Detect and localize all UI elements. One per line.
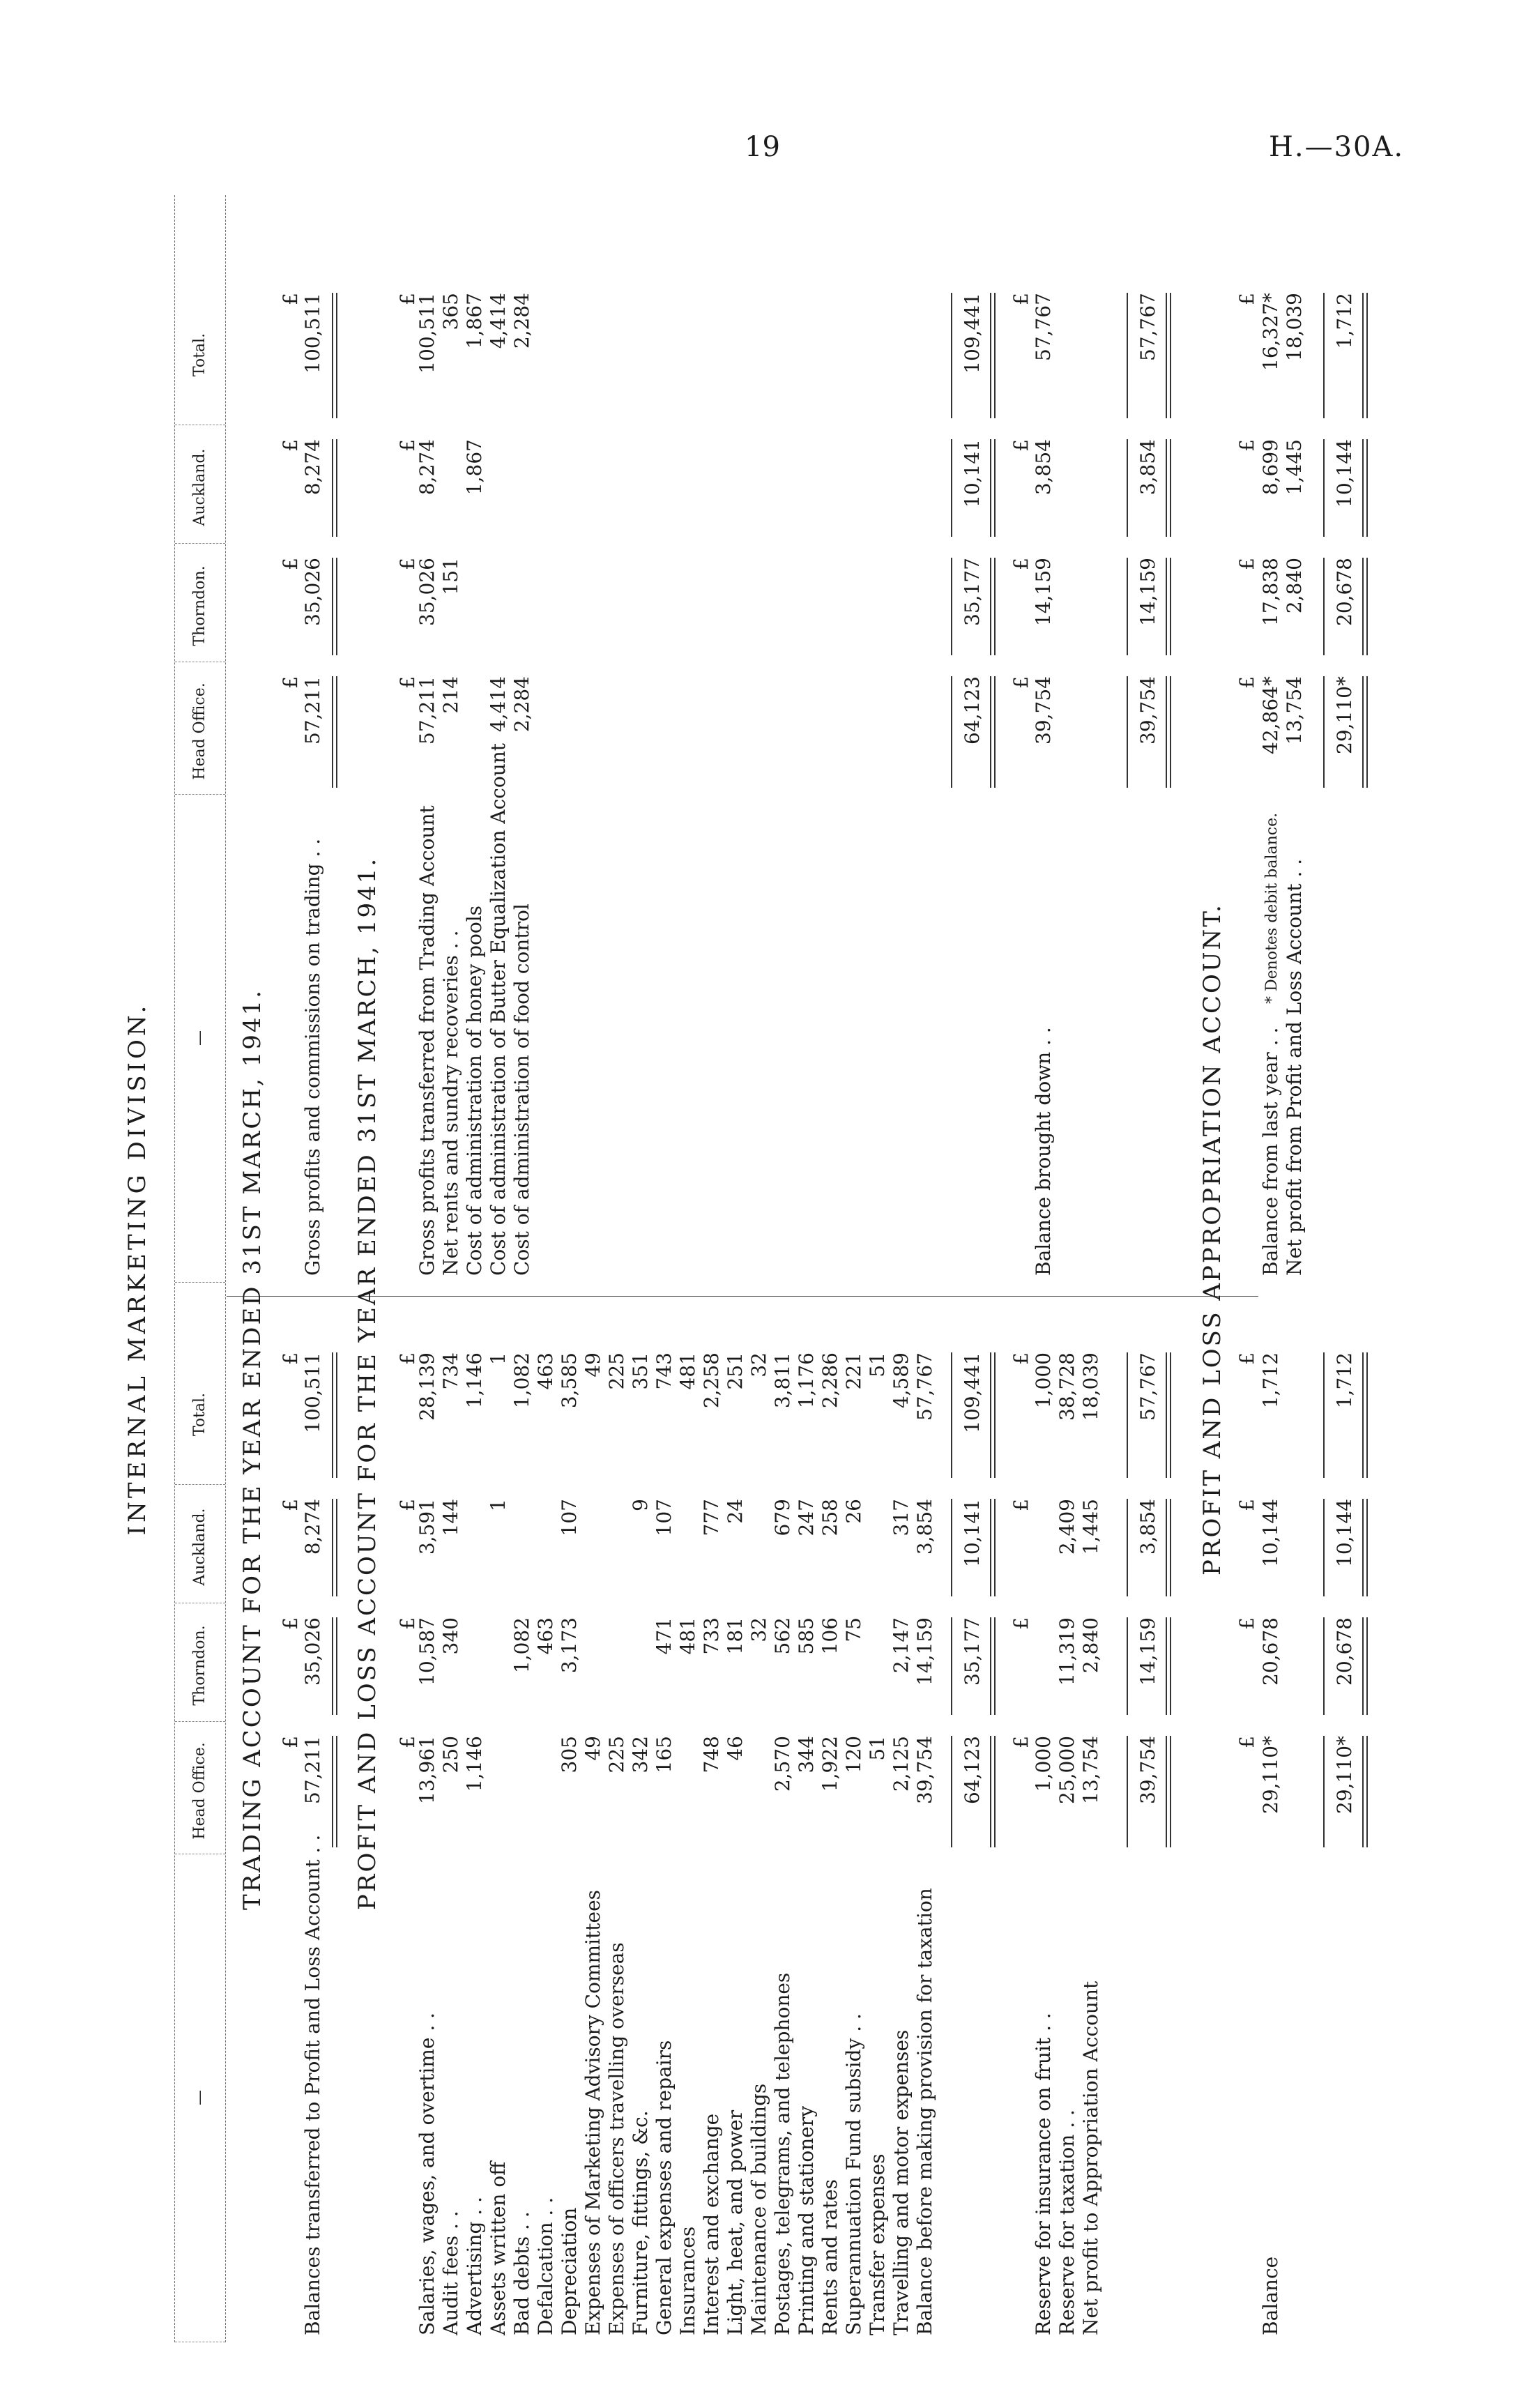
- appr-credit-value: 8,699: [1259, 439, 1282, 496]
- pl-debit-value: 120: [842, 1736, 865, 1773]
- pl-credit-value: 4,414: [487, 676, 510, 733]
- pl2-debit-total: 39,754: [1136, 1736, 1159, 1804]
- appr-debit-total: 10,144: [1333, 1499, 1356, 1567]
- pound-sign: £: [1235, 439, 1258, 452]
- total-rule: [1323, 1736, 1325, 1847]
- pl-credit-value: 151: [439, 558, 462, 595]
- pl-debit-label: Light, heat, and power: [724, 2109, 747, 2335]
- double-rule: [1166, 558, 1171, 655]
- total-rule: [951, 1352, 952, 1478]
- pound-sign: £: [1009, 439, 1032, 452]
- pl-debit-value: 107: [653, 1499, 676, 1536]
- appr-debit-total: 1,712: [1333, 1352, 1356, 1409]
- total-rule: [951, 676, 952, 788]
- pl-debit-value: 463: [534, 1352, 557, 1390]
- pl2-debit-value: 11,319: [1055, 1617, 1078, 1686]
- rotated-accounts-table: [112, 195, 1394, 2342]
- double-rule: [1362, 676, 1368, 788]
- pl-credit-value: 100,511: [416, 293, 439, 374]
- pl-debit-value: 46: [724, 1736, 747, 1761]
- total-rule: [951, 439, 952, 537]
- pl2-debit-label: Reserve for taxation . .: [1055, 2109, 1078, 2335]
- pound-sign: £: [1235, 293, 1258, 305]
- pound-sign: £: [279, 1499, 302, 1511]
- pl-debit-value: 32: [747, 1617, 770, 1642]
- appr-credit-value: 2,840: [1283, 558, 1306, 614]
- double-rule: [332, 1352, 337, 1478]
- pound-sign: £: [396, 293, 419, 305]
- pl-debit-label: Transfer expenses: [866, 2153, 889, 2335]
- pl-debit-label: Printing and stationery: [795, 2105, 818, 2335]
- pl-debit-value: 49: [581, 1352, 604, 1378]
- pl-debit-value: 221: [842, 1352, 865, 1390]
- pl-credit-total: 35,177: [961, 558, 984, 626]
- pl-credit-value: 2,284: [510, 676, 533, 733]
- pound-sign: £: [279, 1352, 302, 1365]
- pl-debit-value: 2,258: [700, 1352, 723, 1409]
- pound-sign: £: [279, 439, 302, 452]
- pl-debit-label: Expenses of officers travelling overseas: [605, 1942, 628, 2335]
- double-rule: [332, 676, 337, 788]
- pl-debit-value: 57,767: [913, 1352, 936, 1421]
- total-rule: [1323, 439, 1325, 537]
- pound-sign: £: [279, 293, 302, 305]
- pl-debit-value: 1,146: [463, 1736, 486, 1792]
- pl-debit-value: 13,961: [416, 1736, 439, 1804]
- pl2-debit-value: 2,409: [1055, 1499, 1078, 1555]
- double-rule: [1166, 1352, 1171, 1478]
- pl-credit-label: Cost of administration of food control: [510, 903, 533, 1276]
- column-header-row: [174, 195, 226, 2342]
- appr-credit-label: Balance from last year . .: [1259, 1027, 1282, 1276]
- pl-debit-value: 14,159: [913, 1617, 936, 1686]
- pl-debit-value: 1,082: [510, 1352, 533, 1409]
- pl-debit-label: Furniture, fittings, &c.: [629, 2110, 652, 2335]
- column-header: Thorndon.: [175, 550, 225, 662]
- pl2-credit-total: 39,754: [1136, 676, 1159, 745]
- pl-debit-value: 107: [558, 1499, 581, 1536]
- pl-credit-value: 365: [439, 293, 462, 330]
- pl-debit-label: Rents and rates: [818, 2178, 841, 2335]
- pl-debit-value: 2,570: [771, 1736, 794, 1792]
- pound-sign: £: [1009, 1617, 1032, 1630]
- column-header: Total.: [175, 1345, 225, 1485]
- pl-debit-value: 4,589: [890, 1352, 913, 1409]
- double-rule: [990, 1499, 996, 1596]
- pl-debit-value: 32: [747, 1352, 770, 1378]
- double-rule: [990, 1352, 996, 1478]
- pl-credit-total: 10,141: [961, 439, 984, 508]
- pl-debit-value: 1,176: [795, 1352, 818, 1409]
- pl-debit-label: Maintenance of buildings: [747, 2083, 770, 2335]
- column-header-blank: —: [175, 794, 225, 1283]
- double-rule: [990, 676, 996, 788]
- profit-loss-title: PROFIT AND LOSS ACCOUNT FOR THE YEAR ENDED 31ST MARCH, 1941.: [353, 856, 381, 1910]
- pl-credit-total: 109,441: [961, 293, 984, 374]
- pl-debit-value: 777: [700, 1499, 723, 1536]
- pl2-debit-value: 38,728: [1055, 1352, 1078, 1421]
- column-header: Auckland.: [175, 432, 225, 544]
- pl-credit-label: Net rents and sundry recoveries . .: [439, 930, 462, 1276]
- total-rule: [1127, 1617, 1128, 1715]
- pound-sign: £: [1235, 558, 1258, 570]
- pl2-credit-total: 57,767: [1136, 293, 1159, 361]
- pl-debit-label: Audit fees . .: [439, 2211, 462, 2335]
- pl-debit-label: Balance before making provision for taxation: [913, 1888, 936, 2335]
- total-rule: [951, 293, 952, 418]
- column-header: Thorndon.: [175, 1610, 225, 1722]
- pl-debit-value: 585: [795, 1617, 818, 1655]
- appr-credit-value: 18,039: [1283, 293, 1306, 361]
- pl-debit-value: 481: [676, 1352, 699, 1390]
- total-rule: [951, 558, 952, 655]
- pl-debit-label: Interest and exchange: [700, 2113, 723, 2335]
- double-rule: [1362, 1617, 1368, 1715]
- pl2-credit-total: 14,159: [1136, 558, 1159, 626]
- pound-sign: £: [396, 1617, 419, 1630]
- trading-credit-label: Gross profits and commissions on trading . .: [301, 838, 324, 1276]
- double-rule: [1362, 558, 1368, 655]
- pl2-debit-value: 1,000: [1032, 1736, 1055, 1792]
- pound-sign: £: [1235, 1617, 1258, 1630]
- trading-debit-value: 8,274: [301, 1499, 324, 1555]
- double-rule: [332, 1617, 337, 1715]
- pl-debit-value: 748: [700, 1736, 723, 1773]
- total-rule: [1323, 676, 1325, 788]
- pl2-credit-label: Balance brought down . .: [1032, 1027, 1055, 1276]
- appr-credit-value: 42,864*: [1259, 676, 1282, 754]
- pl2-debit-total: 57,767: [1136, 1352, 1159, 1421]
- pl-debit-label: General expenses and repairs: [653, 2040, 676, 2335]
- pl-debit-value: 481: [676, 1617, 699, 1655]
- page-number: 19: [745, 131, 780, 163]
- double-rule: [332, 439, 337, 537]
- double-rule: [332, 1736, 337, 1847]
- pl2-credit-value: 3,854: [1032, 439, 1055, 496]
- double-rule: [1362, 1352, 1368, 1478]
- pl-debit-value: 1,082: [510, 1617, 533, 1674]
- trading-credit-value: 100,511: [301, 293, 324, 374]
- pl2-debit-value: 1,445: [1079, 1499, 1102, 1555]
- trading-account-title: TRADING ACCOUNT FOR THE YEAR ENDED 31ST MARCH, 1941.: [238, 989, 266, 1910]
- pl-debit-value: 344: [795, 1736, 818, 1773]
- pl-debit-value: 734: [439, 1352, 462, 1390]
- pound-sign: £: [1009, 1499, 1032, 1511]
- pl-debit-value: 679: [771, 1499, 794, 1536]
- appr-credit-value: 13,754: [1283, 676, 1306, 745]
- pl-debit-value: 250: [439, 1736, 462, 1773]
- pl-debit-value: 1,146: [463, 1352, 486, 1409]
- pl-debit-value: 181: [724, 1617, 747, 1655]
- pound-sign: £: [396, 1736, 419, 1748]
- appr-credit-total: 10,144: [1333, 439, 1356, 508]
- pl-debit-value: 1: [487, 1499, 510, 1511]
- pl2-debit-value: 25,000: [1055, 1736, 1078, 1804]
- pound-sign: £: [279, 1617, 302, 1630]
- pound-sign: £: [279, 676, 302, 689]
- pl-debit-value: 3,173: [558, 1617, 581, 1674]
- pl-debit-label: Bad debts . .: [510, 2211, 533, 2335]
- pl-debit-value: 743: [653, 1352, 676, 1390]
- total-rule: [951, 1499, 952, 1596]
- pl-debit-value: 49: [581, 1736, 604, 1761]
- pl2-credit-total: 3,854: [1136, 439, 1159, 496]
- double-rule: [1166, 439, 1171, 537]
- total-rule: [1127, 1352, 1128, 1478]
- pl-credit-label: Gross profits transferred from Trading Account: [416, 805, 439, 1276]
- pl2-debit-total: 3,854: [1136, 1499, 1159, 1555]
- pl-debit-value: 106: [818, 1617, 841, 1655]
- double-rule: [1362, 439, 1368, 537]
- pl-debit-value: 471: [653, 1617, 676, 1655]
- pound-sign: £: [1235, 1736, 1258, 1748]
- side-divider: [227, 1296, 1258, 1297]
- appr-credit-total: 20,678: [1333, 558, 1356, 626]
- pound-sign: £: [1009, 676, 1032, 689]
- appr-credit-total: 29,110*: [1333, 676, 1356, 754]
- double-rule: [1166, 676, 1171, 788]
- pound-sign: £: [396, 558, 419, 570]
- pl2-credit-value: 57,767: [1032, 293, 1055, 361]
- double-rule: [990, 293, 996, 418]
- double-rule: [1166, 1736, 1171, 1847]
- pl-debit-label: Superannuation Fund subsidy . .: [842, 2013, 865, 2335]
- pound-sign: £: [396, 1499, 419, 1511]
- pl-debit-label: Assets written off: [487, 2161, 510, 2335]
- pl-debit-value: 251: [724, 1352, 747, 1390]
- pound-sign: £: [1009, 293, 1032, 305]
- pound-sign: £: [1009, 1736, 1032, 1748]
- pl-credit-label: Cost of administration of Butter Equalization Account: [487, 742, 510, 1276]
- total-rule: [1323, 1499, 1325, 1596]
- pl-debit-value: 39,754: [913, 1736, 936, 1804]
- appr-debit-label: Balance: [1259, 2256, 1282, 2335]
- double-rule: [990, 439, 996, 537]
- column-header: Auckland.: [175, 1491, 225, 1603]
- pl-credit-value: 1,867: [463, 439, 486, 496]
- pound-sign: £: [1235, 1499, 1258, 1511]
- pl-debit-value: 75: [842, 1617, 865, 1642]
- pound-sign: £: [1009, 1352, 1032, 1365]
- total-rule: [1127, 558, 1128, 655]
- pl-debit-value: 2,125: [890, 1736, 913, 1792]
- pl2-credit-value: 39,754: [1032, 676, 1055, 745]
- pl2-debit-label: Reserve for insurance on fruit . .: [1032, 2013, 1055, 2335]
- pl-debit-label: Travelling and motor expenses: [890, 2029, 913, 2335]
- pl-debit-label: Insurances: [676, 2226, 699, 2335]
- double-rule: [1166, 293, 1171, 418]
- footnote: * Denotes debit balance.: [1263, 812, 1281, 1004]
- pl-debit-value: 51: [866, 1736, 889, 1761]
- double-rule: [990, 558, 996, 655]
- pl-debit-label: Depreciation: [558, 2207, 581, 2335]
- pl-debit-value: 351: [629, 1352, 652, 1390]
- appr-credit-value: 17,838: [1259, 558, 1282, 626]
- pound-sign: £: [1009, 558, 1032, 570]
- pl-debit-value: 3,811: [771, 1352, 794, 1409]
- double-rule: [990, 1617, 996, 1715]
- pl-debit-total: 64,123: [961, 1736, 984, 1804]
- pound-sign: £: [279, 558, 302, 570]
- pl-debit-value: 24: [724, 1499, 747, 1524]
- appr-debit-value: 10,144: [1259, 1499, 1282, 1567]
- double-rule: [1166, 1499, 1171, 1596]
- double-rule: [1362, 293, 1368, 418]
- pl-credit-total: 64,123: [961, 676, 984, 745]
- pl-credit-value: 1,867: [463, 293, 486, 349]
- total-rule: [1127, 1499, 1128, 1596]
- total-rule: [1127, 293, 1128, 418]
- document-reference: H.—30A.: [1269, 131, 1405, 163]
- double-rule: [332, 1499, 337, 1596]
- pl-debit-value: 463: [534, 1617, 557, 1655]
- pound-sign: £: [1235, 676, 1258, 689]
- pound-sign: £: [396, 1352, 419, 1365]
- pl-debit-value: 225: [605, 1736, 628, 1773]
- double-rule: [332, 293, 337, 418]
- pl-debit-total: 35,177: [961, 1617, 984, 1686]
- pl2-debit-total: 14,159: [1136, 1617, 1159, 1686]
- pl-credit-label: Cost of administration of honey pools: [463, 905, 486, 1276]
- double-rule: [1166, 1617, 1171, 1715]
- trading-debit-value: 35,026: [301, 1617, 324, 1686]
- pound-sign: £: [1235, 1352, 1258, 1365]
- total-rule: [951, 1617, 952, 1715]
- pl-debit-value: 10,587: [416, 1617, 439, 1686]
- pl-credit-value: 57,211: [416, 676, 439, 745]
- pl-debit-value: 28,139: [416, 1352, 439, 1421]
- column-header: Total.: [175, 285, 225, 425]
- pl-debit-label: Salaries, wages, and overtime . .: [416, 2012, 439, 2335]
- column-header-blank: —: [175, 1854, 225, 2342]
- pl-credit-value: 2,284: [510, 293, 533, 349]
- appr-debit-value: 1,712: [1259, 1352, 1282, 1409]
- pl-debit-value: 2,147: [890, 1617, 913, 1674]
- pl2-debit-value: 18,039: [1079, 1352, 1102, 1421]
- column-header: Head Office.: [175, 669, 225, 795]
- pl-debit-value: 225: [605, 1352, 628, 1390]
- total-rule: [1323, 293, 1325, 418]
- pl-debit-label: Postages, telegrams, and telephones: [771, 1972, 794, 2335]
- pl-debit-value: 3,591: [416, 1499, 439, 1555]
- pl-debit-value: 9: [629, 1499, 652, 1511]
- pl-debit-value: 51: [866, 1352, 889, 1378]
- pl-credit-value: 214: [439, 676, 462, 714]
- double-rule: [332, 558, 337, 655]
- pl-debit-value: 3,854: [913, 1499, 936, 1555]
- pl-debit-total: 109,441: [961, 1352, 984, 1433]
- appr-credit-label: Net profit from Profit and Loss Account . .: [1283, 858, 1306, 1276]
- pl-debit-value: 165: [653, 1736, 676, 1773]
- pl-debit-value: 1: [487, 1352, 510, 1365]
- trading-credit-value: 57,211: [301, 676, 324, 745]
- appr-debit-value: 29,110*: [1259, 1736, 1282, 1814]
- pl-debit-value: 247: [795, 1499, 818, 1536]
- pl-debit-label: Advertising . .: [463, 2196, 486, 2335]
- total-rule: [1323, 1617, 1325, 1715]
- appr-debit-total: 29,110*: [1333, 1736, 1356, 1814]
- pl-credit-value: 8,274: [416, 439, 439, 496]
- pl-debit-value: 26: [842, 1499, 865, 1524]
- trading-credit-value: 8,274: [301, 439, 324, 496]
- pl-credit-value: 4,414: [487, 293, 510, 349]
- pl-debit-value: 258: [818, 1499, 841, 1536]
- pound-sign: £: [396, 676, 419, 689]
- pl-credit-value: 35,026: [416, 558, 439, 626]
- trading-debit-value: 100,511: [301, 1352, 324, 1433]
- appropriation-title: PROFIT AND LOSS APPROPRIATION ACCOUNT.: [1198, 903, 1226, 1575]
- total-rule: [1323, 558, 1325, 655]
- pl-debit-label: Expenses of Marketing Advisory Committees: [581, 1889, 604, 2335]
- pl-debit-value: 562: [771, 1617, 794, 1655]
- pl-debit-value: 342: [629, 1736, 652, 1773]
- total-rule: [1127, 676, 1128, 788]
- pl-debit-value: 144: [439, 1499, 462, 1536]
- appr-debit-value: 20,678: [1259, 1617, 1282, 1686]
- double-rule: [1362, 1736, 1368, 1847]
- trading-credit-value: 35,026: [301, 558, 324, 626]
- trading-debit-value: 57,211: [301, 1736, 324, 1804]
- appr-debit-total: 20,678: [1333, 1617, 1356, 1686]
- double-rule: [1362, 1499, 1368, 1596]
- total-rule: [1323, 1352, 1325, 1478]
- pl-debit-value: 3,585: [558, 1352, 581, 1409]
- total-rule: [1127, 439, 1128, 537]
- pl2-credit-value: 14,159: [1032, 558, 1055, 626]
- pl2-debit-value: 13,754: [1079, 1736, 1102, 1804]
- double-rule: [990, 1736, 996, 1847]
- appr-credit-value: 1,445: [1283, 439, 1306, 496]
- pl-debit-value: 305: [558, 1736, 581, 1773]
- pl-debit-value: 2,286: [818, 1352, 841, 1409]
- pl-debit-value: 340: [439, 1617, 462, 1655]
- pl2-debit-value: 2,840: [1079, 1617, 1102, 1674]
- trading-debit-label: Balances transferred to Profit and Loss Account . .: [301, 1834, 324, 2335]
- pl-debit-total: 10,141: [961, 1499, 984, 1567]
- pound-sign: £: [279, 1736, 302, 1748]
- pl-debit-label: Defalcation . .: [534, 2197, 557, 2335]
- pl-debit-value: 733: [700, 1617, 723, 1655]
- total-rule: [951, 1736, 952, 1847]
- pl-debit-value: 317: [890, 1499, 913, 1536]
- division-title: INTERNAL MARKETING DIVISION.: [123, 1002, 151, 1536]
- total-rule: [1127, 1736, 1128, 1847]
- pl-debit-value: 1,922: [818, 1736, 841, 1792]
- pl2-debit-label: Net profit to Appropriation Account: [1079, 1981, 1102, 2335]
- appr-credit-value: 16,327*: [1259, 293, 1282, 371]
- appr-credit-total: 1,712: [1333, 293, 1356, 349]
- column-header: Head Office.: [175, 1728, 225, 1854]
- pl2-debit-value: 1,000: [1032, 1352, 1055, 1409]
- pound-sign: £: [396, 439, 419, 452]
